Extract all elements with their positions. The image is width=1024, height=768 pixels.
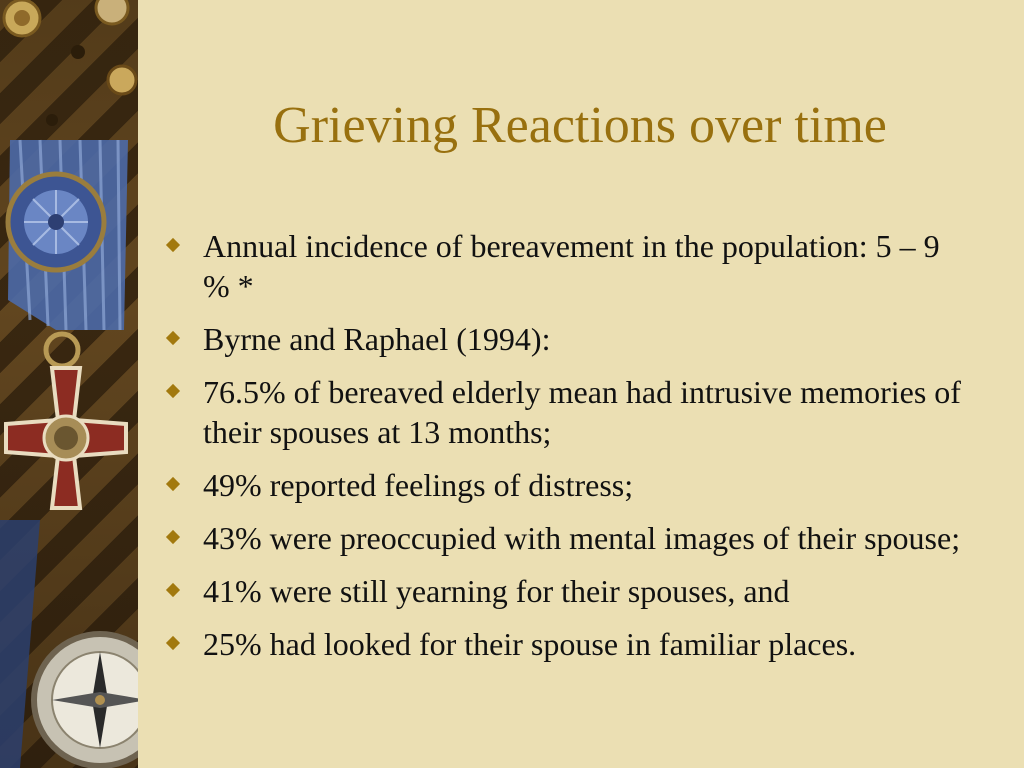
bullet-text: 41% were still yearning for their spouses, and [203, 573, 790, 609]
bullet-item [166, 571, 966, 611]
bullet-item [166, 226, 966, 306]
bullet-text: 76.5% of bereaved elderly mean had intrusive memories of their spouses at 13 months; [203, 374, 961, 450]
diamond-bullet-icon [166, 331, 180, 345]
diamond-bullet-icon [166, 583, 180, 597]
slide-title: Grieving Reactions over time [273, 97, 887, 154]
bullet-text: 49% reported feelings of distress; [203, 467, 634, 503]
diamond-bullet-icon [166, 238, 180, 252]
bullet-text: Annual incidence of bereavement in the population: 5 – 9 % * [203, 228, 940, 304]
diamond-bullet-icon [166, 384, 180, 398]
bullet-text: 25% had looked for their spouse in familiar places. [203, 626, 857, 662]
bullet-item [166, 465, 966, 505]
diamond-bullet-icon [166, 530, 180, 544]
bullet-item [166, 518, 966, 558]
bullet-item [166, 624, 966, 664]
diamond-bullet-icon [166, 477, 180, 491]
diamond-bullet-icon [166, 636, 180, 650]
bullet-item [166, 319, 966, 359]
decorative-medal-photo [0, 0, 138, 768]
bullet-item [166, 372, 966, 452]
medal-compass-illustration [0, 0, 138, 768]
bullet-list [166, 226, 966, 677]
bullet-text: 43% were preoccupied with mental images of their spouse; [203, 520, 961, 556]
bullet-text: Byrne and Raphael (1994): [203, 321, 551, 357]
